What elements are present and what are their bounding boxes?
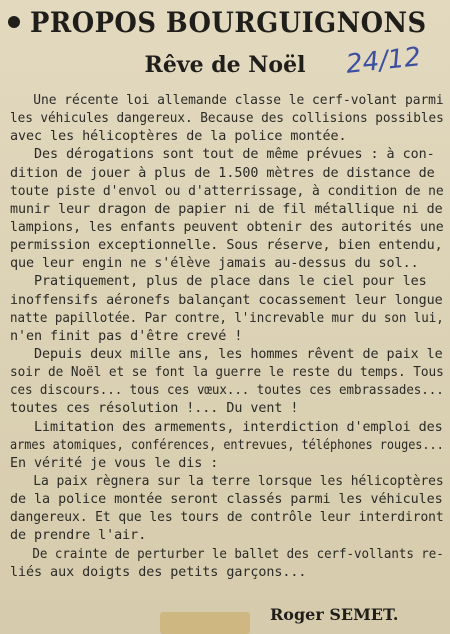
body-line: inoffensifs aéronefs balançant cocassement leur longue — [10, 292, 443, 308]
body-line: toutes ces résolution !... Du vent ! — [10, 401, 299, 417]
body-line: lampions, les enfants peuvent obtenir des autorités une — [10, 219, 444, 235]
body-line: Depuis deux mille ans, les hommes rêvent de paix le — [10, 346, 443, 362]
body-line: n'en finit pas d'être crevé ! — [10, 328, 243, 344]
body-line: de prendre l'air. — [10, 528, 147, 544]
body-line: permission exceptionnelle. Sous réserve, bien entendu, — [10, 238, 443, 254]
body-line: natte papillotée. Par contre, l'increvable mur du son lui, — [10, 310, 444, 326]
body-line: Limitation des armements, interdiction d'emploi des — [10, 419, 443, 435]
article-body — [10, 92, 444, 582]
body-line: dangereux. Et que les tours de contrôle leur interdiront — [10, 510, 444, 526]
body-line: toute piste d'envol ou d'atterrissage, à condition de ne — [10, 183, 444, 199]
body-line: dition de jouer à plus de 1.500 mètres de distance de — [10, 165, 435, 181]
body-line: La paix règnera sur la terre lorsque les hélicoptères — [10, 473, 444, 489]
bullet-icon — [8, 16, 20, 28]
body-line: En vérité je vous le dis : — [10, 455, 219, 471]
body-line: munir leur dragon de papier ni de fil métallique ni de — [10, 201, 443, 217]
article-title: Rêve de Noël — [144, 52, 306, 78]
body-line: les véhicules dangereux. Because des collisions possibles — [10, 111, 444, 127]
body-line: de la police montée seront classés parmi les véhicules — [10, 492, 443, 508]
column-title: PROPOS BOURGUIGNONS — [30, 5, 427, 39]
body-line: Une récente loi allemande classe le cerf-volant parmi — [10, 93, 444, 108]
body-line: que leur engin ne s'élève jamais au-dessus du sol.. — [10, 256, 419, 272]
column-heading — [8, 2, 450, 42]
paper-stain — [160, 612, 250, 634]
body-line: ces discours... tous ces vœux... toutes ces embrassades... — [10, 383, 444, 399]
handwritten-date: 24/12 — [344, 42, 423, 80]
body-line: Des dérogations sont tout de même prévues : à con- — [10, 147, 435, 163]
body-line: liés aux doigts des petits garçons... — [10, 564, 307, 580]
body-line: De crainte de perturber le ballet des cerf-vollants re- — [10, 546, 444, 562]
body-line: Pratiquement, plus de place dans le ciel pour les — [10, 274, 427, 290]
body-line: avec les hélicoptères de la police montée. — [10, 129, 347, 145]
body-line: soir de Noël et se font la guerre le reste du temps. Tous — [10, 365, 444, 381]
body-line: armes atomiques, conférences, entrevues, téléphones rouges... — [10, 437, 444, 453]
author-signature: Roger SEMET. — [270, 605, 399, 624]
